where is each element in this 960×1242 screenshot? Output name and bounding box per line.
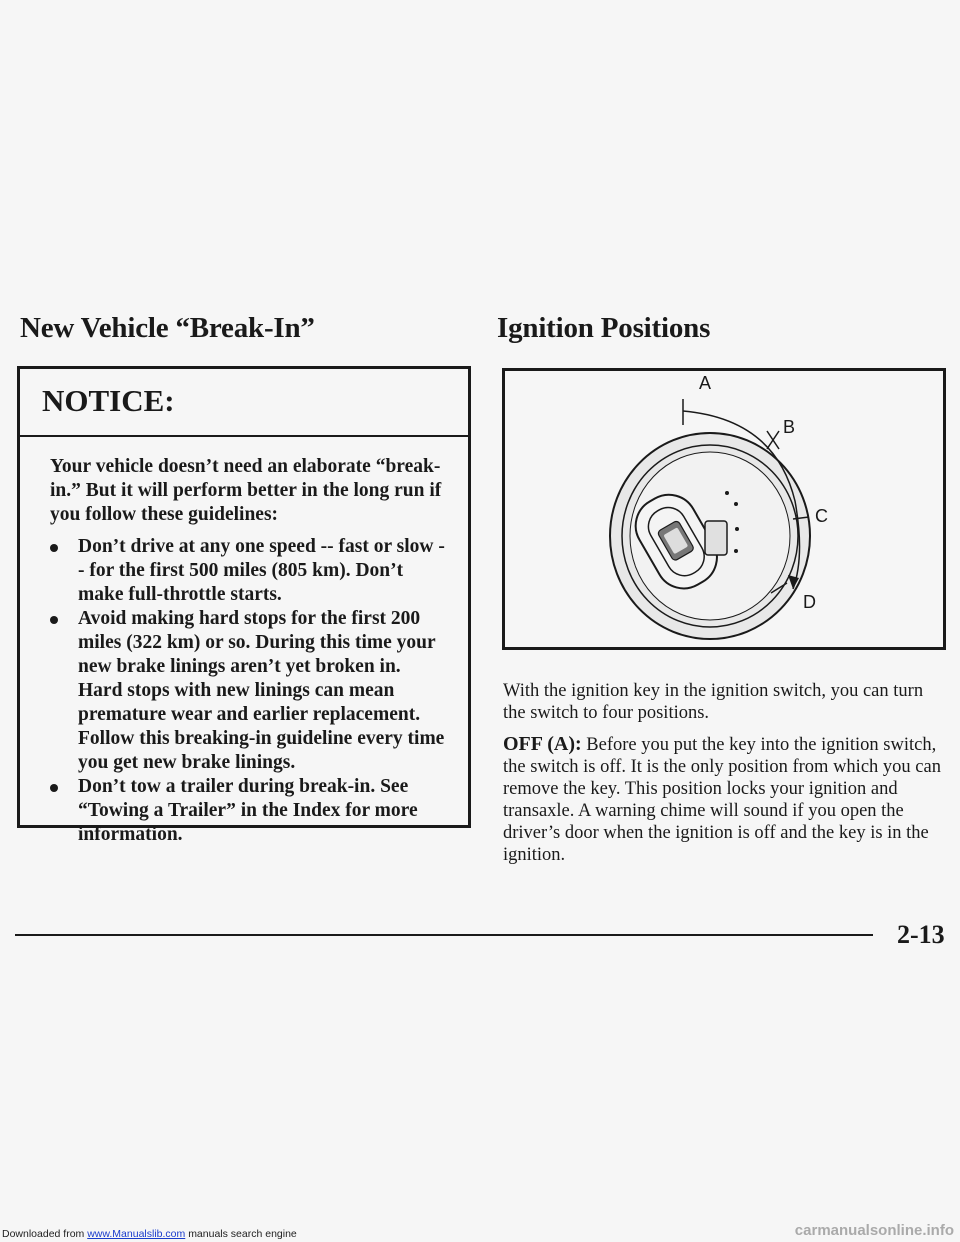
list-item xyxy=(50,535,448,607)
off-lead: OFF (A): xyxy=(503,733,582,755)
bullet-icon xyxy=(50,544,58,552)
ignition-intro: With the ignition key in the ignition switch, you can turn the switch to four positions. xyxy=(503,681,924,723)
page-number: 2-13 xyxy=(897,920,945,949)
list-item xyxy=(50,607,448,775)
page-rule xyxy=(15,934,873,936)
bullet-text: Don’t tow a trailer during break-in. See “Towing a Trailer” in the Index for more information. xyxy=(78,776,418,845)
watermark: carmanualsonline.info xyxy=(794,1222,954,1239)
bullet-icon xyxy=(50,784,58,792)
download-footer xyxy=(2,1228,297,1240)
bullet-text: Avoid making hard stops for the first 200 miles (322 km) or so. During this time your new brake linings aren’t yet broken in. Hard stops with new linings can mean premature wear and earlier replacement. Follow this breaking-in guideline every time you get new brake linings. xyxy=(78,608,445,773)
footer-suffix: manuals search engine xyxy=(188,1228,297,1240)
bullet-icon xyxy=(50,616,58,624)
section-title-break-in: New Vehicle “Break-In” xyxy=(20,312,315,344)
label-d: D xyxy=(803,592,816,612)
label-b: B xyxy=(783,417,796,437)
list-item xyxy=(50,775,448,847)
manualslib-link[interactable]: www.Manualslib.com xyxy=(87,1228,186,1240)
label-a: A xyxy=(699,373,712,393)
notice-box xyxy=(17,366,471,845)
off-position-paragraph xyxy=(503,733,948,866)
off-text: Before you put the key into the ignition switch, the switch is off. It is the only position from which you can remove the key. This position locks your ignition and transaxle. A warning chime will sound if you open the driver’s door when the ignition is off and the key is in the ignition. xyxy=(503,735,941,865)
footer-prefix: Downloaded from xyxy=(2,1228,85,1240)
notice-intro: Your vehicle doesn’t need an elaborate “break-in.” But it will perform better in the long run if you follow these guidelines: xyxy=(50,456,442,525)
label-c: C xyxy=(815,506,828,526)
notice-body xyxy=(20,437,468,847)
ignition-diagram xyxy=(502,368,946,650)
section-title-ignition: Ignition Positions xyxy=(497,312,711,344)
notice-heading: NOTICE: xyxy=(20,369,468,437)
ignition-switch-illustration xyxy=(505,371,943,647)
bullet-text: Don’t drive at any one speed -- fast or slow -- for the first 500 miles (805 km). Don’t make full-throttle starts. xyxy=(78,536,445,605)
